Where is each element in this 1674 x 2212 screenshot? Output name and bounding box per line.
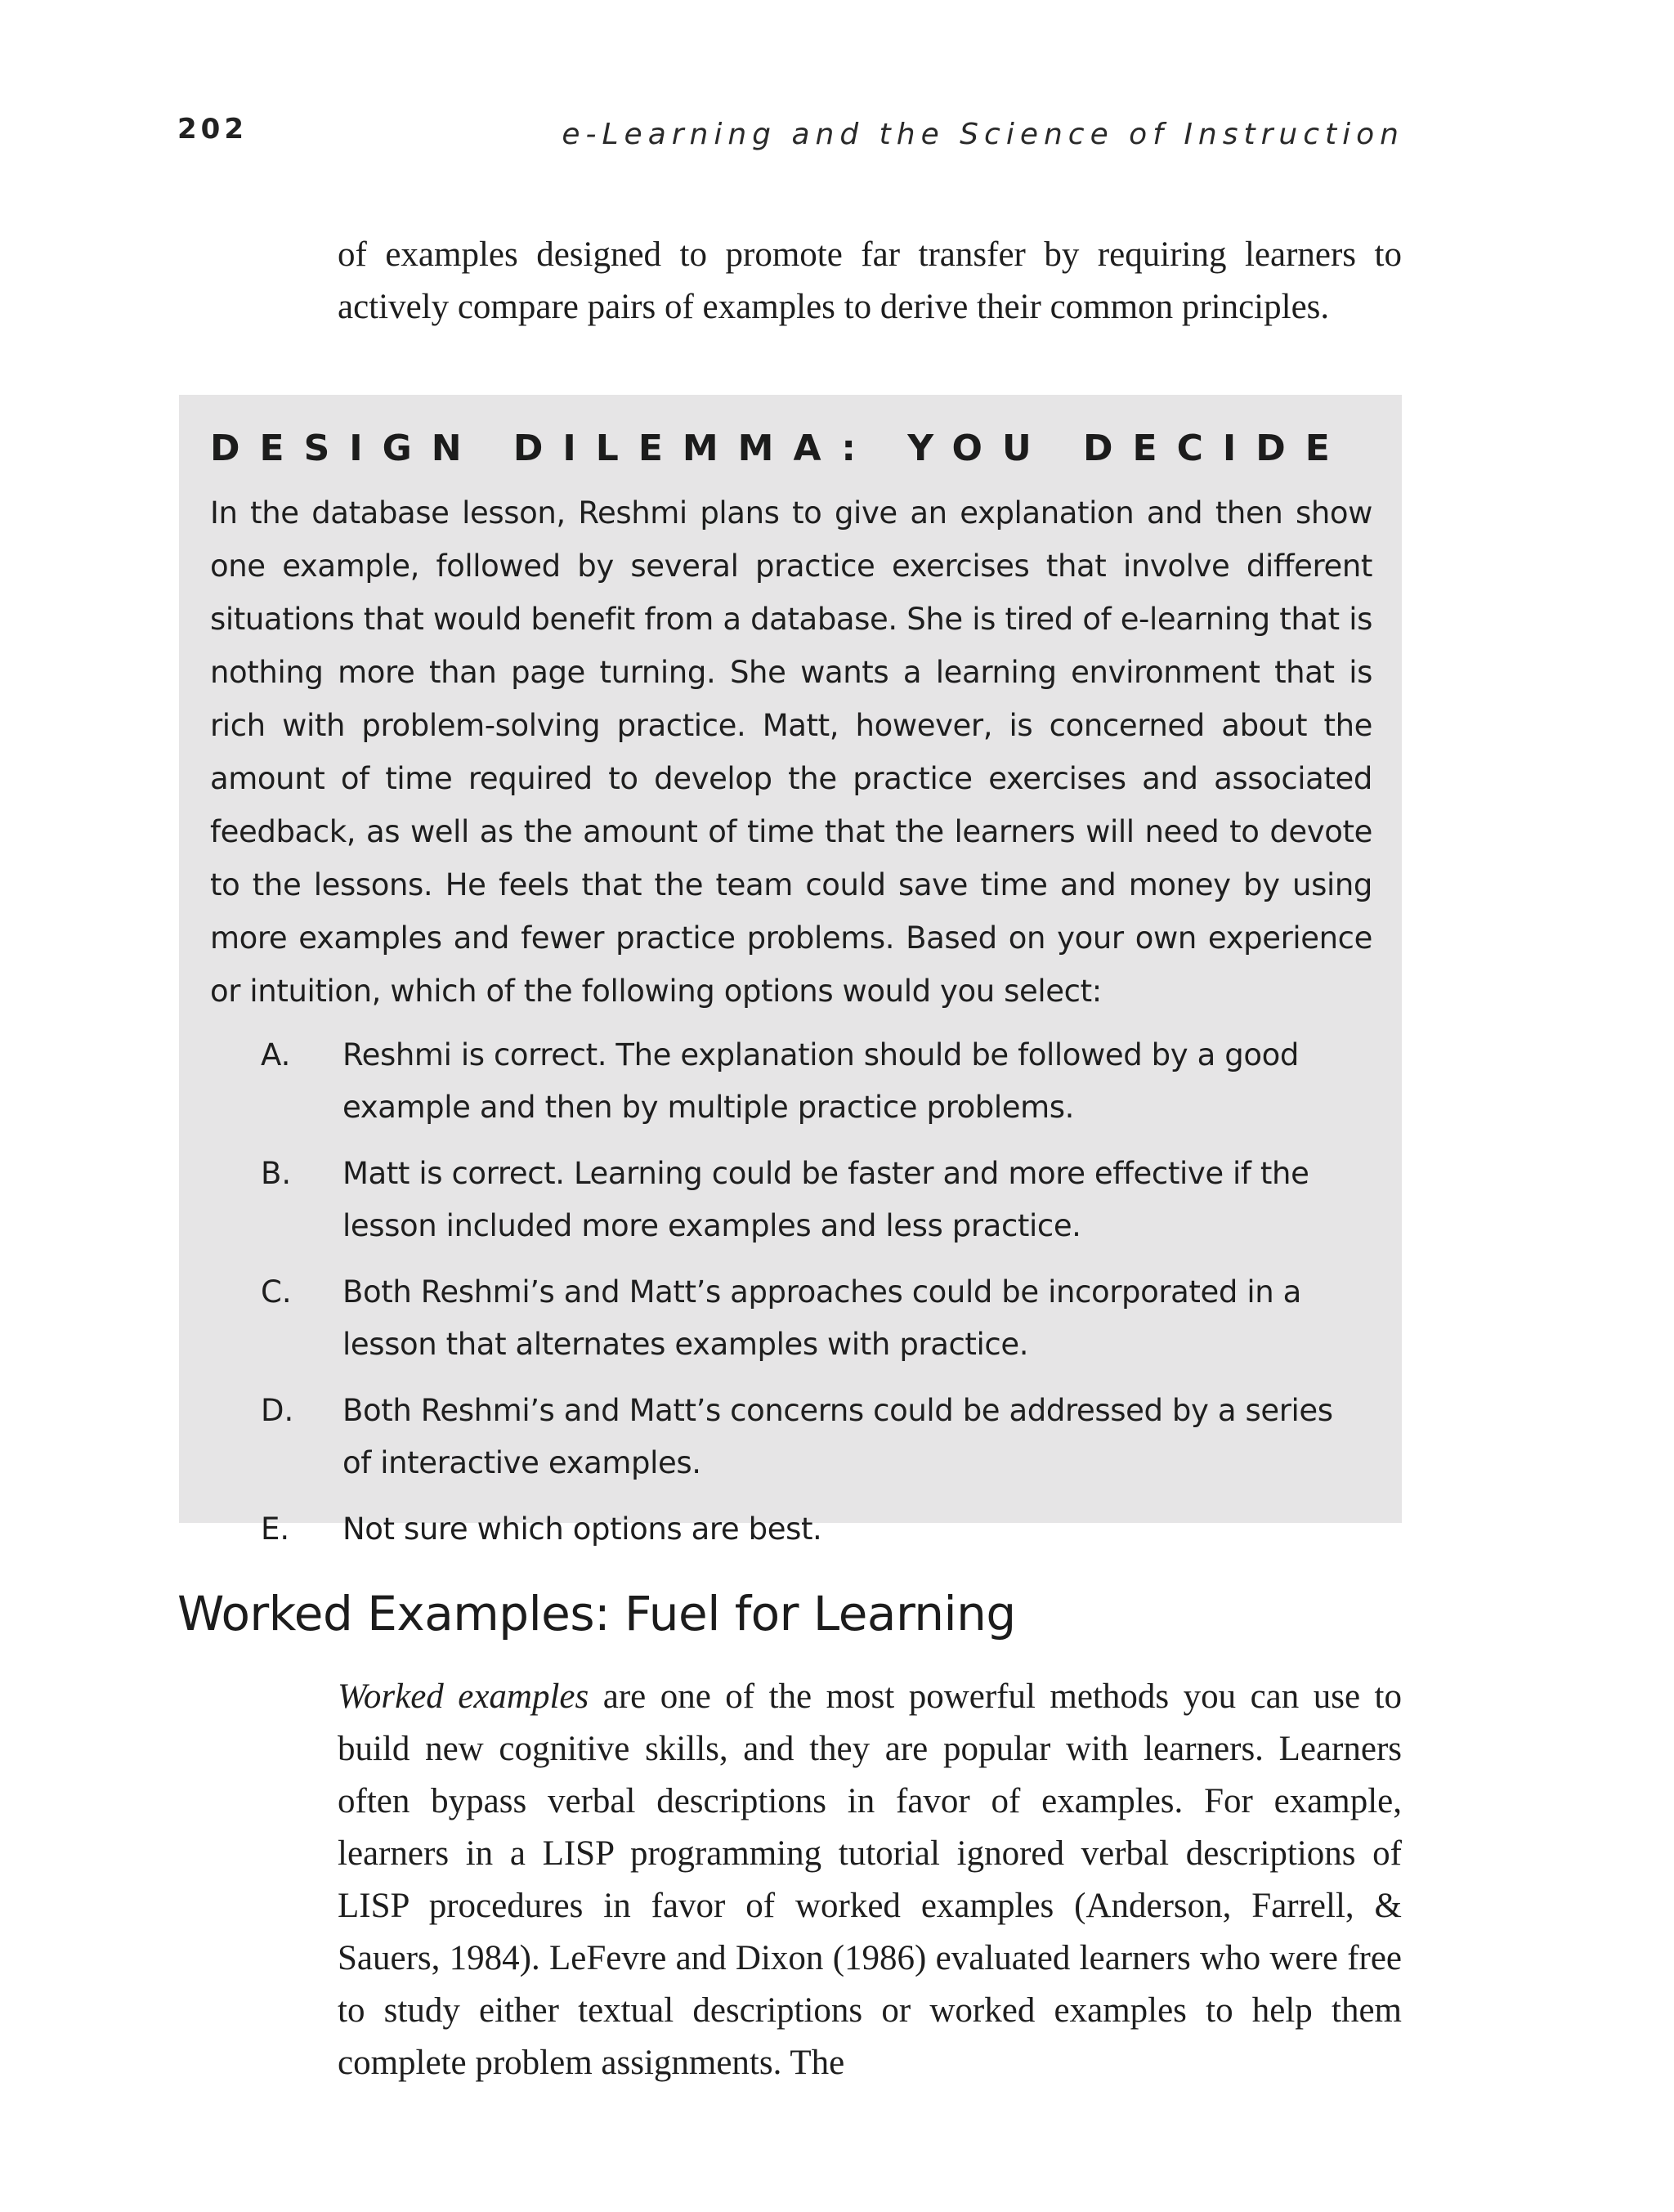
option-letter: E. (261, 1511, 290, 1547)
dilemma-options (210, 1029, 1372, 1556)
design-dilemma-box (179, 395, 1402, 1547)
option-text: Both Reshmi’s and Matt’s concerns could be addressed by a series of interactive examples. (342, 1393, 1333, 1480)
body-text: are one of the most powerful methods you can use to build new cognitive skills, and they are popular with learners. Learners often bypass verbal descriptions in favor of examples. For example, learners in a LISP programming tutorial ignored verbal descriptions of LISP procedures in favor of worked examples (Anderson, Farrell, & Sauers, 1984). LeFevre and Dixon (1986) evaluated learners who were free to study either textual descriptions or worked examples to help them complete problem assignments. The (338, 1677, 1402, 2082)
option-letter: C. (261, 1274, 292, 1310)
option-b (210, 1148, 1372, 1252)
option-e (210, 1503, 1372, 1556)
section-heading: Worked Examples: Fuel for Learning (177, 1586, 1016, 1641)
option-d (210, 1385, 1372, 1489)
option-a (210, 1029, 1372, 1134)
option-text: Both Reshmi’s and Matt’s approaches could be incorporated in a lesson that alternates examples with practice. (342, 1274, 1301, 1362)
page-number: 202 (177, 113, 248, 146)
italic-term: Worked examples (338, 1677, 589, 1716)
option-text: Not sure which options are best. (342, 1511, 822, 1547)
option-text: Reshmi is correct. The explanation should be followed by a good example and then by multiple practice problems. (342, 1037, 1299, 1125)
section-body-paragraph (338, 1671, 1402, 2089)
option-letter: B. (261, 1156, 292, 1191)
option-letter: D. (261, 1393, 294, 1428)
option-text: Matt is correct. Learning could be faster and more effective if the lesson included more examples and less practice. (342, 1156, 1309, 1243)
dilemma-body: In the database lesson, Reshmi plans to give an explanation and then show one example, followed by several practice exercises that involve different situations that would benefit from a database. She is tired of e-learning that is nothing more than page turning. She wants a learning environment that is rich with problem-solving practice. Matt, however, is concerned about the amount of time required to develop the practice exercises and associated feedback, as well as the amount of time that the learners will need to devote to the lessons. He feels that the team could save time and money by using more examples and fewer practice problems. Based on your own experience or intuition, which of the following options would you select: (210, 495, 1372, 1009)
option-c (210, 1266, 1372, 1371)
dilemma-heading: DESIGN DILEMMA: YOU DECIDE (210, 428, 1349, 469)
option-letter: A. (261, 1037, 291, 1072)
intro-paragraph: of examples designed to promote far transfer by requiring learners to actively compare pairs of examples to derive their common principles. (338, 235, 1402, 326)
running-head: e-Learning and the Science of Instruction (562, 118, 1404, 151)
